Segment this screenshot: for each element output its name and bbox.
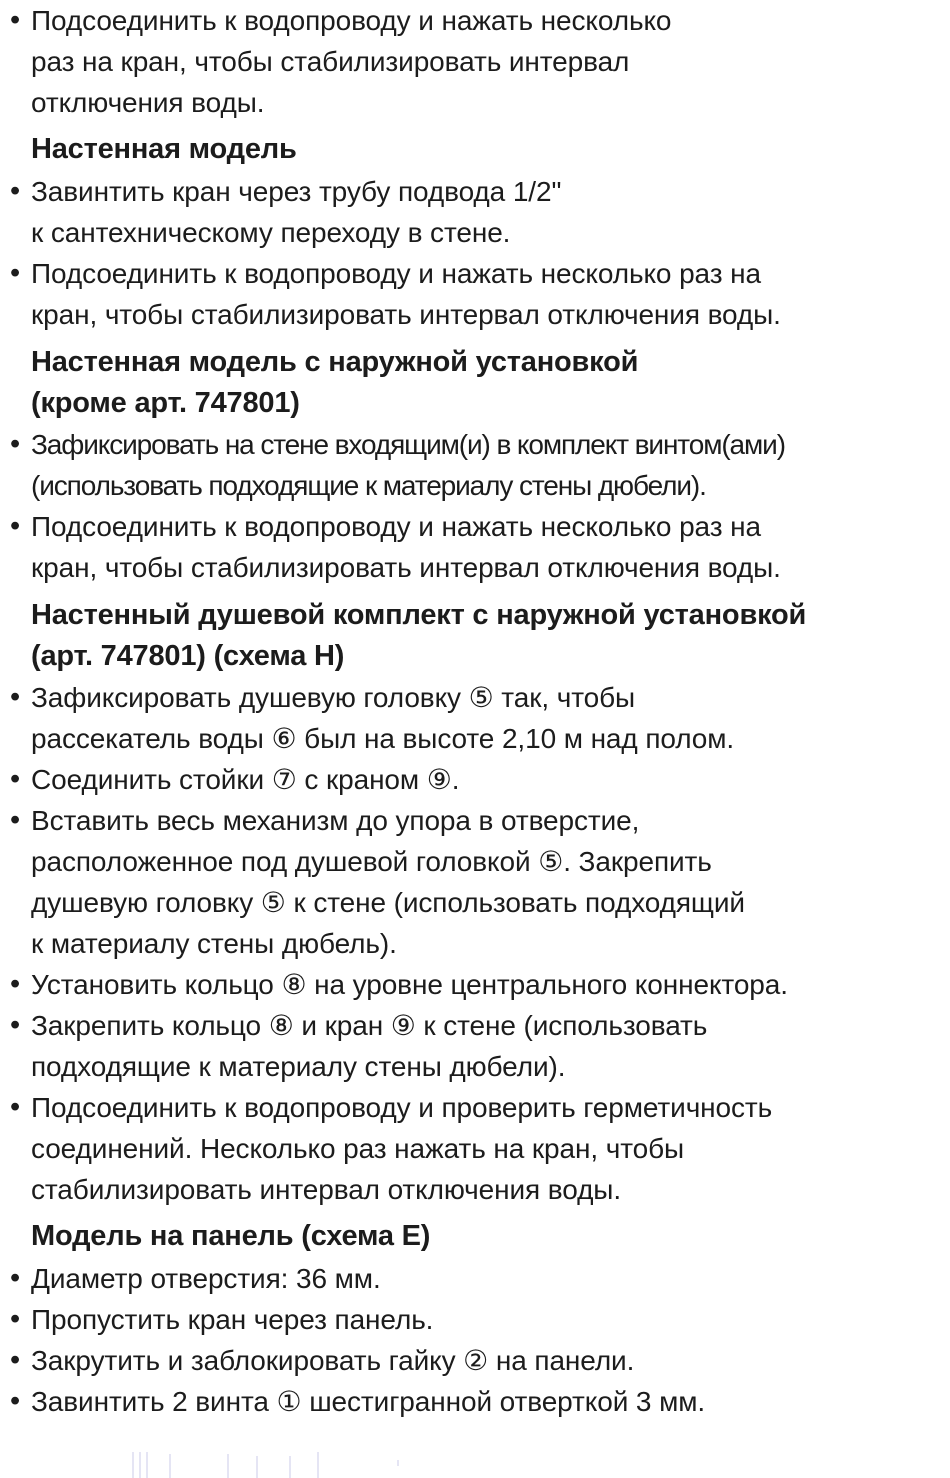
section-title-panel-model: Модель на панель (схема E) bbox=[31, 1220, 431, 1252]
text-line: Зафиксировать на стене входящим(и) в комплект винтом(ами) bbox=[31, 429, 785, 460]
bullet-marker: • bbox=[10, 4, 21, 36]
text-line: Соединить стойки ⑦ с краном ⑨. bbox=[31, 764, 460, 795]
scan-artifact-marks bbox=[0, 1448, 950, 1478]
bullet-marker: • bbox=[10, 510, 21, 542]
text-line: душевую головку ⑤ к стене (использовать подходящий bbox=[31, 887, 745, 918]
text-line: Пропустить кран через панель. bbox=[31, 1304, 434, 1335]
section-title-wall-external-line2: (кроме арт. 747801) bbox=[31, 387, 300, 419]
bullet-marker: • bbox=[10, 257, 21, 289]
text-line: Закрутить и заблокировать гайку ② на панели. bbox=[31, 1345, 635, 1376]
text-line: Подсоединить к водопроводу и проверить герметичность bbox=[31, 1092, 773, 1123]
bullet-marker: • bbox=[10, 1091, 21, 1123]
section-title-shower-set-line2: (арт. 747801) (схема H) bbox=[31, 640, 345, 672]
bullet-marker: • bbox=[10, 1009, 21, 1041]
bullet-marker: • bbox=[10, 1262, 21, 1294]
bullet-marker: • bbox=[10, 804, 21, 836]
text-line: Завинтить 2 винта ① шестигранной отверткой 3 мм. bbox=[31, 1386, 706, 1417]
text-line: к сантехническому переходу в стене. bbox=[31, 217, 511, 248]
text-line: Вставить весь механизм до упора в отверстие, bbox=[31, 805, 640, 836]
text-line: рассекатель воды ⑥ был на высоте 2,10 м над полом. bbox=[31, 723, 735, 754]
bullet-marker: • bbox=[10, 1385, 21, 1417]
bullet-marker: • bbox=[10, 681, 21, 713]
text-line: кран, чтобы стабилизировать интервал отключения воды. bbox=[31, 552, 781, 583]
bullet-marker: • bbox=[10, 428, 21, 460]
text-line: Подсоединить к водопроводу и нажать несколько bbox=[31, 5, 672, 36]
text-line: Диаметр отверстия: 36 мм. bbox=[31, 1263, 381, 1294]
bullet-marker: • bbox=[10, 175, 21, 207]
bullet-marker: • bbox=[10, 968, 21, 1000]
text-line: подходящие к материалу стены дюбели). bbox=[31, 1051, 566, 1082]
text-line: стабилизировать интервал отключения воды. bbox=[31, 1174, 622, 1205]
text-line: отключения воды. bbox=[31, 87, 265, 118]
text-line: Завинтить кран через трубу подвода 1/2" bbox=[31, 176, 562, 207]
text-line: (использовать подходящие к материалу стены дюбели). bbox=[31, 470, 706, 501]
text-line: кран, чтобы стабилизировать интервал отключения воды. bbox=[31, 299, 781, 330]
text-line: соединений. Несколько раз нажать на кран, чтобы bbox=[31, 1133, 685, 1164]
text-line: Подсоединить к водопроводу и нажать несколько раз на bbox=[31, 511, 761, 542]
text-line: Закрепить кольцо ⑧ и кран ⑨ к стене (использовать bbox=[31, 1010, 708, 1041]
section-title-wall-model: Настенная модель bbox=[31, 133, 297, 165]
text-line: расположенное под душевой головкой ⑤. Закрепить bbox=[31, 846, 712, 877]
section-title-wall-external: Настенная модель с наружной установкой bbox=[31, 346, 639, 378]
text-line: Зафиксировать душевую головку ⑤ так, чтобы bbox=[31, 682, 636, 713]
bullet-marker: • bbox=[10, 1344, 21, 1376]
text-line: Установить кольцо ⑧ на уровне центрального коннектора. bbox=[31, 969, 788, 1000]
text-line: раз на кран, чтобы стабилизировать интервал bbox=[31, 46, 630, 77]
bullet-marker: • bbox=[10, 1303, 21, 1335]
text-line: к материалу стены дюбель). bbox=[31, 928, 397, 959]
bullet-marker: • bbox=[10, 763, 21, 795]
section-title-shower-set: Настенный душевой комплект с наружной установкой bbox=[31, 599, 807, 631]
text-line: Подсоединить к водопроводу и нажать несколько раз на bbox=[31, 258, 761, 289]
